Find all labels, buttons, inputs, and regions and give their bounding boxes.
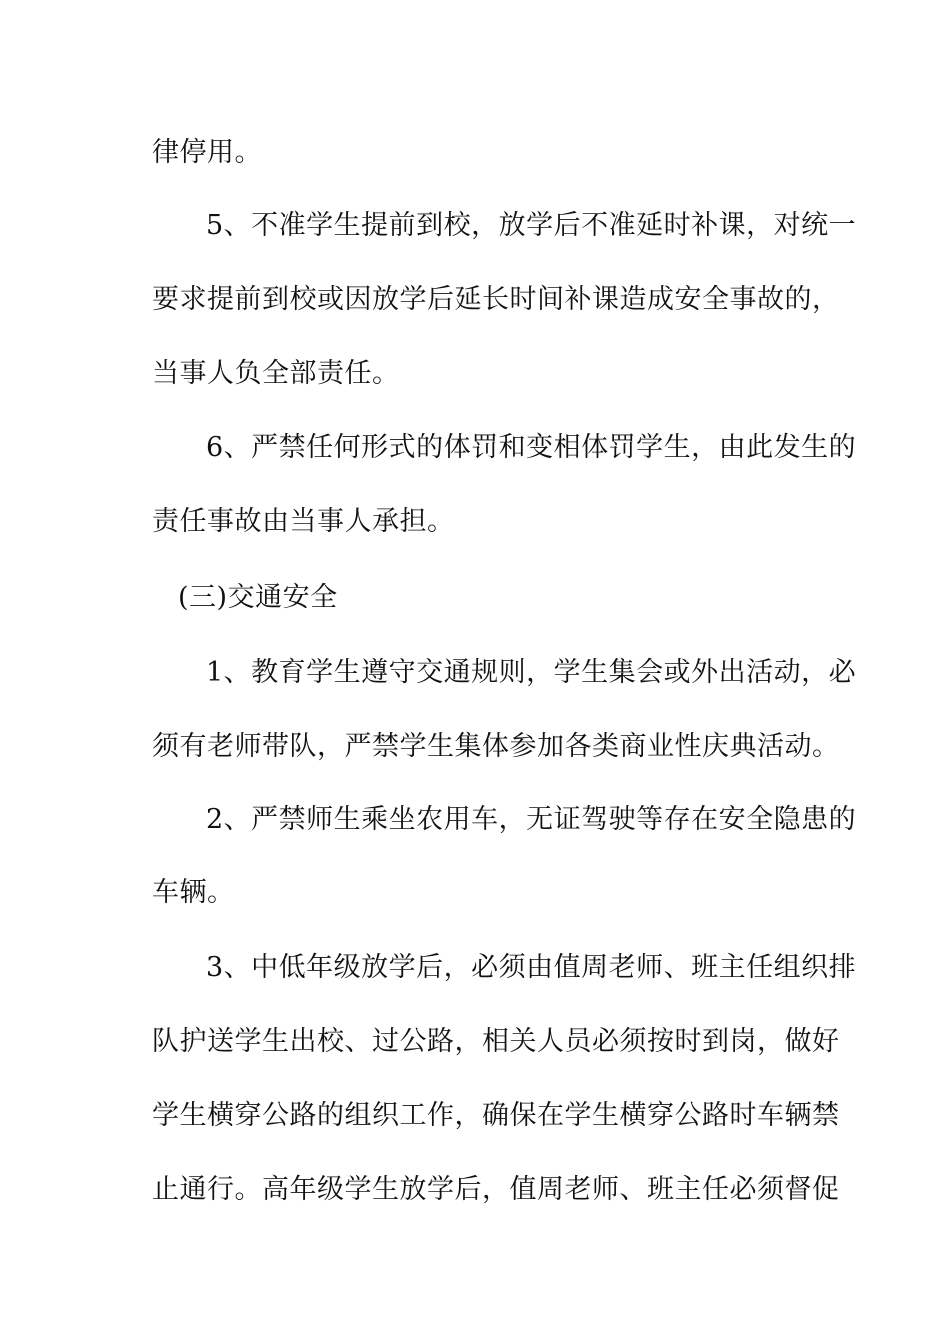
paragraph-item-3-line-1: 3、中低年级放学后，必须由值周老师、班主任组织排: [206, 952, 857, 983]
paragraph-item-2-line-1: 2、严禁师生乘坐农用车，无证驾驶等存在安全隐患的: [206, 804, 857, 835]
text-line: 止通行。高年级学生放学后，值周老师、班主任必须督促: [152, 1174, 840, 1205]
section-heading: (三)交通安全: [178, 582, 338, 613]
text-line: 责任事故由当事人承担。: [152, 506, 455, 537]
paragraph-item-6-line-1: 6、严禁任何形式的体罚和变相体罚学生，由此发生的: [206, 432, 857, 463]
text-line: 要求提前到校或因放学后延长时间补课造成安全事故的，: [152, 284, 840, 315]
text-line: 当事人负全部责任。: [152, 358, 400, 389]
text-line: 学生横穿公路的组织工作，确保在学生横穿公路时车辆禁: [152, 1100, 840, 1131]
text-line: 律停用。: [152, 137, 262, 168]
text-line: 须有老师带队，严禁学生集体参加各类商业性庆典活动。: [152, 731, 840, 762]
text-line: 车辆。: [152, 877, 235, 908]
paragraph-item-5-line-1: 5、不准学生提前到校，放学后不准延时补课，对统一: [206, 210, 857, 241]
text-line: 队护送学生出校、过公路，相关人员必须按时到岗，做好: [152, 1026, 840, 1057]
paragraph-item-1-line-1: 1、教育学生遵守交通规则，学生集会或外出活动，必: [206, 657, 857, 688]
